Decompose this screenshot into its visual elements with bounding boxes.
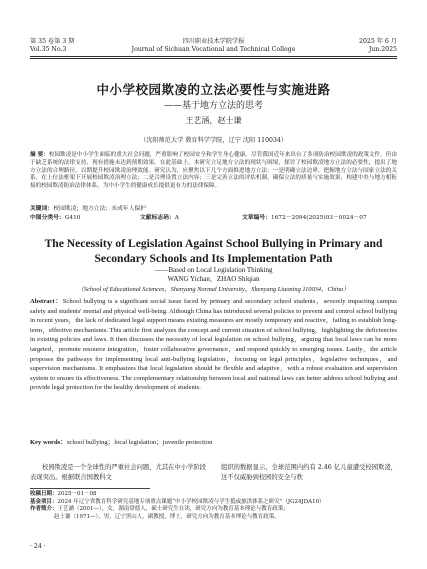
article-no-label: 文章编号： — [242, 215, 271, 221]
en-title — [30, 236, 397, 266]
en-abstract-label: Abstract： — [30, 298, 63, 305]
cn-abstract-label: 摘 要： — [30, 152, 49, 158]
en-keywords-text: school bullying；local legislation；juvenile protection — [66, 439, 213, 446]
en-keywords — [30, 438, 397, 448]
doc-code-label: 文献标志码： — [140, 215, 175, 221]
issue-date-en: Jun.2025 — [368, 46, 397, 53]
author2-value: 赵士谦（1971—），男，辽宁黑山人，副教授，博士，研究方向为教育基本理论与教育政策。 — [54, 513, 280, 520]
cn-meta-article — [242, 214, 367, 222]
body-left-text: 校园欺凌是一个全球性的严重社会问题，尤其在中小学阶段表现突出。根据联合国教科文 — [30, 464, 206, 481]
en-subtitle: ——Based on Local Legislation Thinking — [154, 266, 273, 274]
header-right — [359, 38, 397, 54]
cn-affiliation: （沈阳师范大学 教育科学学院，辽宁 沈阳 110034） — [139, 137, 288, 144]
volume-issue-en: Vol.35 No.3 — [30, 46, 67, 53]
header-rule-thin — [30, 58, 397, 59]
clc-label: 中图分类号： — [30, 215, 65, 221]
en-keywords-label: Key words： — [30, 439, 67, 446]
page-number: · 24 · — [30, 543, 46, 550]
cn-authors: 王艺涵，赵士谦 — [185, 116, 242, 125]
footnote — [30, 491, 397, 521]
en-title-line2: Secondary Schools and Its Implementation Path — [94, 252, 333, 265]
cn-abstract-text: 校园欺凌是中小学生面临的重大社会问题，严重影响了校园安全和学生身心健康。尽管我国近年来出台了多项防治校园欺凌的政策文件，但由于缺乏系统的法律支持，现有措施未达到预期效果。在此基础上，本研究立足地方立法的现状与困境，探讨了校园欺凌地方立法的必要性，提出了地方立法的合理路径，以期提升校园欺凌治理效能。研究认为，应聚焦以下几个方面推进地方立法：一是明确立法边界，把握地方立法与国家立法的关系，在上位法框架下开展校园欺凌治理立法；二是合理设置立法内容；三是完善立法的评估机制，确保立法的质量与实施效果，构建中央与地方相衔接的校园欺凌防治法律体系，为中小学生的健康成长提供更有力的法律保障。 — [30, 152, 397, 190]
cn-subtitle: ——基于地方立法的思考 — [163, 101, 263, 111]
author-bio-2 — [30, 514, 397, 522]
received-date — [30, 491, 397, 499]
cn-title: 中小学校园欺凌的立法必要性与实施进路 — [96, 82, 331, 97]
clc-value: G410 — [64, 215, 81, 221]
author-label: 作者简介： — [30, 506, 58, 513]
volume-issue: 第 35 卷第 3 期 — [30, 38, 75, 45]
body-column-left — [30, 463, 206, 483]
footnote-rule — [30, 488, 150, 489]
author-bio-1 — [30, 506, 397, 514]
cn-abstract — [30, 152, 397, 191]
received-label: 收稿日期： — [30, 491, 58, 497]
journal-name-en: Journal of Sichuan Vocational and Technical College — [131, 46, 296, 53]
article-no-value: 1672－2094(2025)03－0024－07 — [271, 215, 367, 221]
cn-meta-clc — [30, 214, 81, 222]
en-abstract — [30, 297, 397, 393]
cn-keywords-text: 校园欺凌；地方立法；未成年人保护 — [53, 206, 146, 212]
journal-name: 四川职业技术学院学报 — [182, 38, 245, 45]
cn-keywords — [30, 205, 146, 213]
fund-value: 2024 年辽宁省教育科学研究基地专项重点课题“中小学校园欺凌与学生抵或旅洪体系之研究”（JG24JDA10） — [57, 498, 325, 505]
cn-meta-doc — [140, 214, 179, 222]
en-affiliation: （School of Educational Sciences，Shenyang Normal University，Shenyang Liaoning 110034，China） — [77, 286, 350, 293]
en-authors: WANG Yichan，ZHAO Shiqian — [167, 275, 260, 283]
header-rule — [30, 56, 397, 57]
en-abstract-text: School bullying is a significant social issue faced by primary and secondary school students，severely impacting campus safety and students' mental and physical well-being. Although China has introduced several policies to prevent and control school bullying in recent years，the lack of dedicated legal support means existing measures are mostly temporary and reactive，failing to establish long-term，effective mechanisms. This article first analyzes the concept and current situation of school bullying，highlighting the deficiencies in existing policies and laws. It then discusses the necessity of local legislation on school bullying，arguing that local laws can be more targeted，promote resource integration，foster collaborative governance，and respond quickly to emerging issues. Lastly，the article proposes the pathways for implementing local anti-bullying legislation，focusing on legal principles，legislative techniques，and supervision mechanisms. It emphasizes that local legislation should be flexible and adaptive，with a robust evaluation and supervision system to ensure its effectiveness. The complementary relationship between local and national laws can better address school bullying and provide legal protection for the healthy development of students. — [30, 298, 397, 392]
received-value: 2025－01－08 — [57, 491, 97, 497]
fund-label: 基金项目： — [30, 498, 58, 505]
issue-date: 2025 年 6 月 — [359, 38, 397, 45]
header-center — [30, 38, 397, 54]
body-right-text: 组织的数据显示，全球范围内约有 2.46 亿儿童遭受校园欺凌，这不仅威胁到校园的安全与秩 — [221, 464, 397, 481]
author1-value: 王艺涵（2001—），女，湖南常德人，硕士研究生在读，研究方向为教育基本理论与教育政策； — [57, 506, 289, 513]
doc-code-value: A — [174, 215, 179, 221]
en-title-line1: The Necessity of Legislation Against School Bullying in Primary and — [44, 237, 383, 250]
cn-keywords-label: 关键词： — [30, 206, 54, 212]
body-column-right — [221, 463, 397, 483]
